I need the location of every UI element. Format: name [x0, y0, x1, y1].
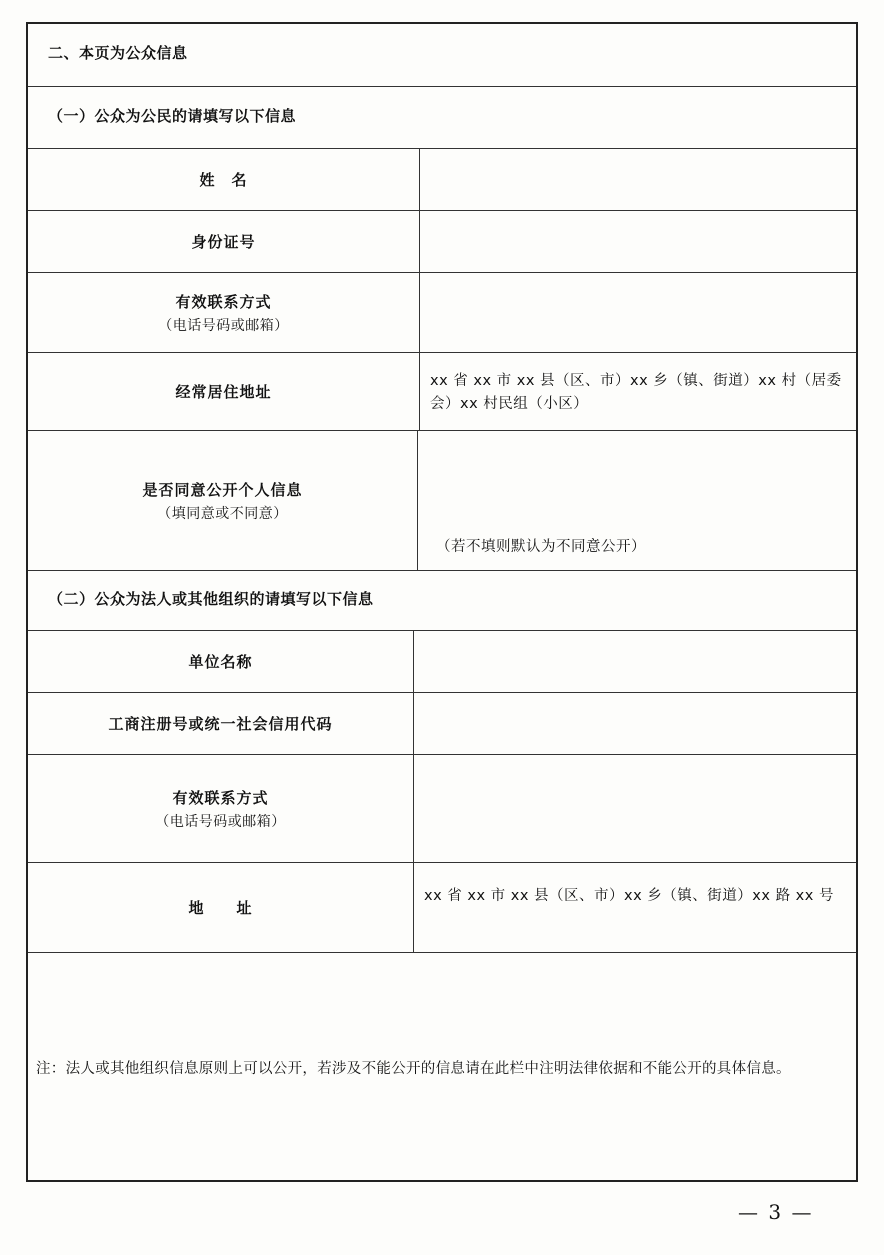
- contact-label: 有效联系方式: [175, 292, 272, 311]
- consent-hint: （若不填则默认为不同意公开）: [436, 539, 646, 555]
- citizen-header: （一）公众为公民的请填写以下信息: [48, 107, 297, 125]
- note-text: 注：法人或其他组织信息原则上可以公开，若涉及不能公开的信息请在此栏中注明法律依据和不能公开的具体信息。: [36, 1061, 791, 1077]
- registration-label: 工商注册号或统一社会信用代码: [108, 715, 333, 733]
- org-address-label-cell: [28, 863, 414, 952]
- organization-header-row: [28, 570, 856, 630]
- org-contact-label-cell: [28, 755, 414, 862]
- page-number: — 3 —: [738, 1200, 814, 1224]
- contact-sublabel: （电话号码或邮箱）: [158, 317, 289, 334]
- org-address-row: [28, 862, 856, 952]
- org-contact-label: 有效联系方式: [172, 788, 269, 807]
- contact-input-cell[interactable]: [420, 273, 856, 352]
- org-contact-row: [28, 754, 856, 862]
- id-label: 身份证号: [191, 233, 256, 251]
- unit-input-cell[interactable]: [414, 631, 856, 692]
- organization-header: （二）公众为法人或其他组织的请填写以下信息: [48, 590, 374, 608]
- consent-input-cell[interactable]: [418, 431, 856, 570]
- org-registration-row: [28, 692, 856, 754]
- address-label-cell: [28, 353, 420, 430]
- address-input-cell[interactable]: [420, 353, 856, 430]
- registration-input-cell[interactable]: [414, 693, 856, 754]
- contact-label-cell: [28, 273, 420, 352]
- name-input-cell[interactable]: [420, 149, 856, 210]
- citizen-header-row: [28, 86, 856, 148]
- name-label-cell: [28, 149, 420, 210]
- consent-label: 是否同意公开个人信息: [142, 480, 303, 499]
- unit-label-cell: [28, 631, 414, 692]
- address-template-text: xx 省 xx 市 xx 县（区、市）xx 乡（镇、街道）xx 村（居委会）xx 村民组（小区）: [430, 373, 842, 412]
- unit-label: 单位名称: [188, 653, 253, 671]
- org-address-label: 地 址: [188, 899, 253, 917]
- section-title: 二、本页为公众信息: [48, 44, 188, 62]
- org-contact-input-cell[interactable]: [414, 755, 856, 862]
- id-input-cell[interactable]: [420, 211, 856, 272]
- registration-label-cell: [28, 693, 414, 754]
- citizen-contact-row: [28, 272, 856, 352]
- citizen-id-row: [28, 210, 856, 272]
- citizen-name-row: [28, 148, 856, 210]
- citizen-consent-row: [28, 430, 856, 570]
- consent-sublabel: （填同意或不同意）: [157, 505, 288, 522]
- consent-label-cell: [28, 431, 418, 570]
- address-label: 经常居住地址: [175, 383, 272, 401]
- name-label: 姓 名: [199, 171, 248, 189]
- section-title-row: [28, 24, 856, 86]
- org-contact-sublabel: （电话号码或邮箱）: [155, 813, 286, 830]
- id-label-cell: [28, 211, 420, 272]
- note-row: [28, 952, 856, 1180]
- org-address-input-cell[interactable]: [414, 863, 856, 952]
- org-unit-row: [28, 630, 856, 692]
- public-info-form: [26, 22, 858, 1182]
- citizen-address-row: [28, 352, 856, 430]
- org-address-template-text: xx 省 xx 市 xx 县（区、市）xx 乡（镇、街道）xx 路 xx 号: [424, 888, 834, 904]
